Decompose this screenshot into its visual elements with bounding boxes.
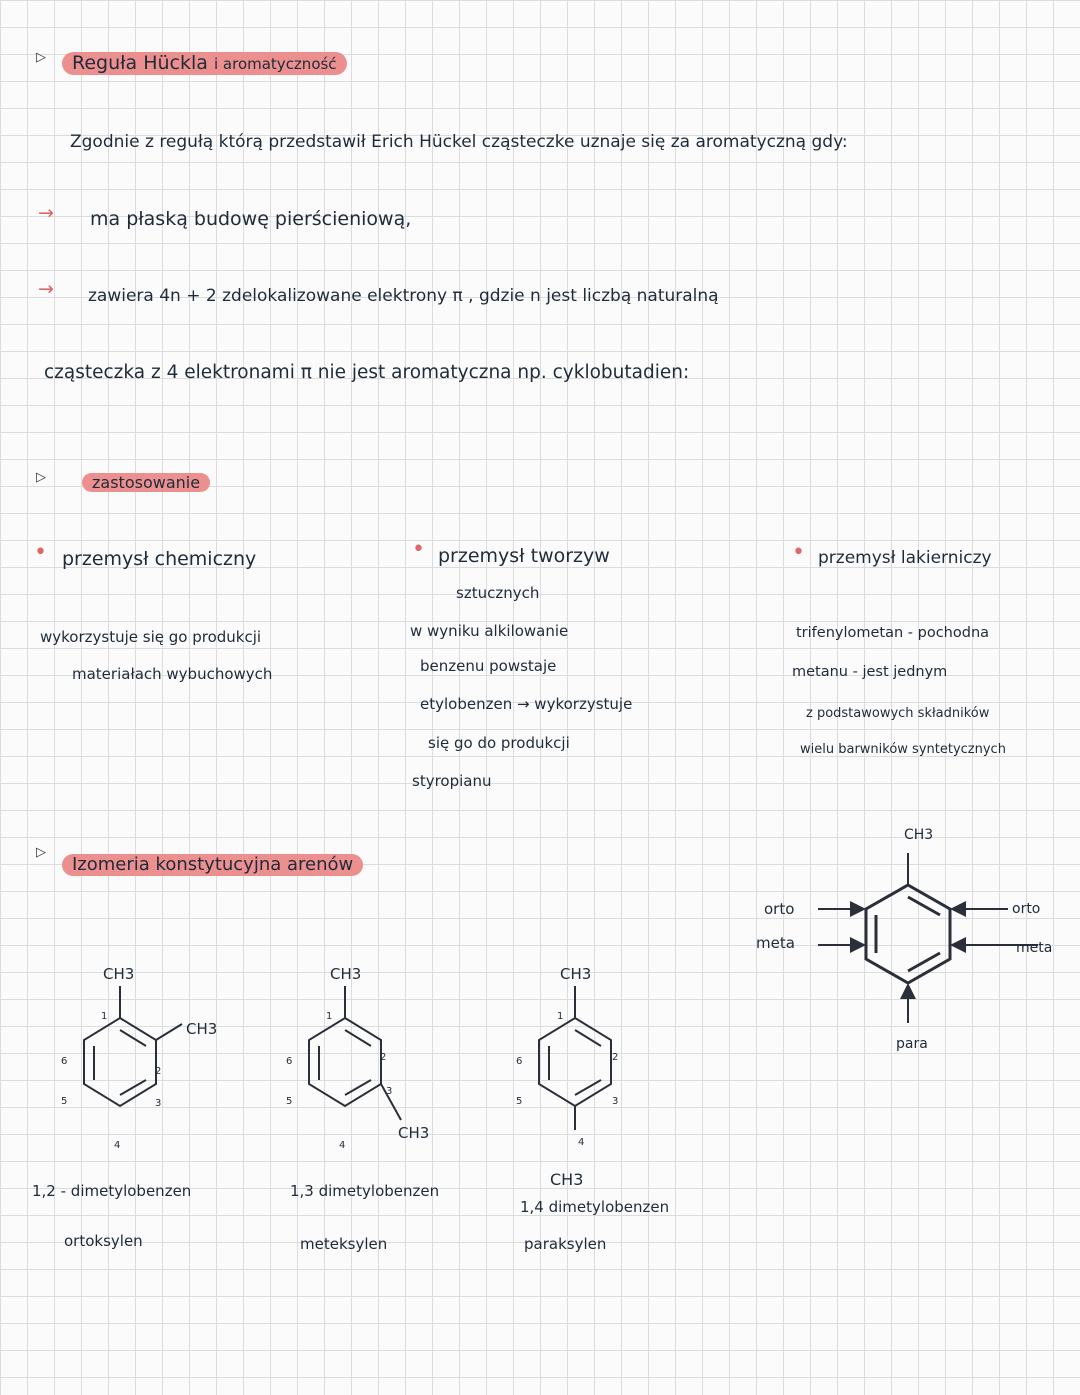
column-heading: sztucznych [456,584,540,602]
column-text: wielu barwników syntetycznych [800,742,1006,757]
para-xylene-structure [525,1010,625,1120]
methyl-label: CH3 [904,827,934,843]
methyl-label: CH3 [398,1124,430,1142]
column-text: z podstawowych składników [806,706,990,721]
bullet: • [412,537,425,562]
isomer-common-name: ortoksylen [64,1232,143,1250]
section-marker: ▷ [36,470,46,485]
title-part-2: i aromatyczność [213,55,337,73]
methyl-label: CH3 [330,965,362,983]
column-text: w wyniku alkilowanie [410,622,569,640]
position-number: 5 [61,1096,68,1107]
position-number: 1 [101,1011,108,1022]
meta-xylene-structure [295,1010,395,1120]
column-heading: przemysł tworzyw [438,545,610,567]
condition-2: zawiera 4n + 2 zdelokalizowane elektrony π , gdzie n jest liczbą naturalną [88,286,719,306]
position-number: 2 [155,1066,162,1077]
position-number: 6 [286,1056,293,1067]
meta-label: meta [1016,940,1053,956]
position-number: 4 [114,1140,121,1151]
column-text: metanu - jest jednym [792,664,948,680]
para-label: para [896,1036,928,1052]
positions-diagram [780,845,980,1045]
position-number: 3 [386,1086,393,1097]
position-number: 1 [557,1011,564,1022]
position-number: 4 [339,1140,346,1151]
column-text: się go do produkcji [428,734,570,752]
methyl-label: CH3 [103,965,135,983]
section-title: Izomeria konstytucyjna arenów [62,854,363,876]
column-text: trifenylometan - pochodna [796,625,990,641]
isomer-name: 1,3 dimetylobenzen [290,1182,440,1200]
methyl-label: CH3 [550,1170,584,1189]
isomer-common-name: paraksylen [524,1235,607,1253]
meta-label: meta [756,934,795,952]
bullet: • [34,540,47,565]
isomer-name: 1,2 - dimetylobenzen [32,1182,192,1200]
section-marker: ▷ [36,50,46,65]
position-number: 4 [578,1137,585,1148]
section-marker: ▷ [36,845,46,860]
column-text: materiałach wybuchowych [72,665,273,683]
methyl-bond [156,1024,182,1040]
isomer-name: 1,4 dimetylobenzen [520,1198,670,1216]
position-number: 5 [516,1096,523,1107]
bullet: • [792,540,805,565]
position-number: 2 [380,1052,387,1063]
arrow-2: → [38,278,54,300]
position-number: 1 [326,1011,333,1022]
note-text: cząsteczka z 4 elektronami π nie jest aromatyczna np. cyklobutadien: [44,362,690,383]
column-text: etylobenzen → wykorzystuje [420,695,633,713]
column-heading: przemysł chemiczny [62,548,257,570]
isomer-common-name: meteksylen [300,1235,388,1253]
intro-text: Zgodnie z regułą którą przedstawił Erich Hückel cząsteczke uznaje się za aromatyczną gdy: [70,132,848,152]
section-title: zastosowanie [82,473,210,492]
position-number: 5 [286,1096,293,1107]
condition-1: ma płaską budowę pierścieniową, [90,208,412,230]
benzene-ring [866,885,950,983]
position-number: 3 [155,1098,162,1109]
column-text: benzenu powstaje [420,657,557,675]
column-text: wykorzystuje się go produkcji [40,628,262,646]
methyl-label: CH3 [186,1020,218,1038]
position-number: 6 [61,1056,68,1067]
section-title [62,52,347,75]
orto-label: orto [1012,901,1041,917]
methyl-label: CH3 [560,965,592,983]
position-number: 2 [612,1052,619,1063]
column-text: styropianu [412,772,492,790]
column-heading: przemysł lakierniczy [818,548,992,568]
position-number: 3 [612,1096,619,1107]
title-part-1: Reguła Hückla [72,52,208,74]
orto-label: orto [764,900,795,918]
arrow-1: → [38,202,54,224]
position-number: 6 [516,1056,523,1067]
